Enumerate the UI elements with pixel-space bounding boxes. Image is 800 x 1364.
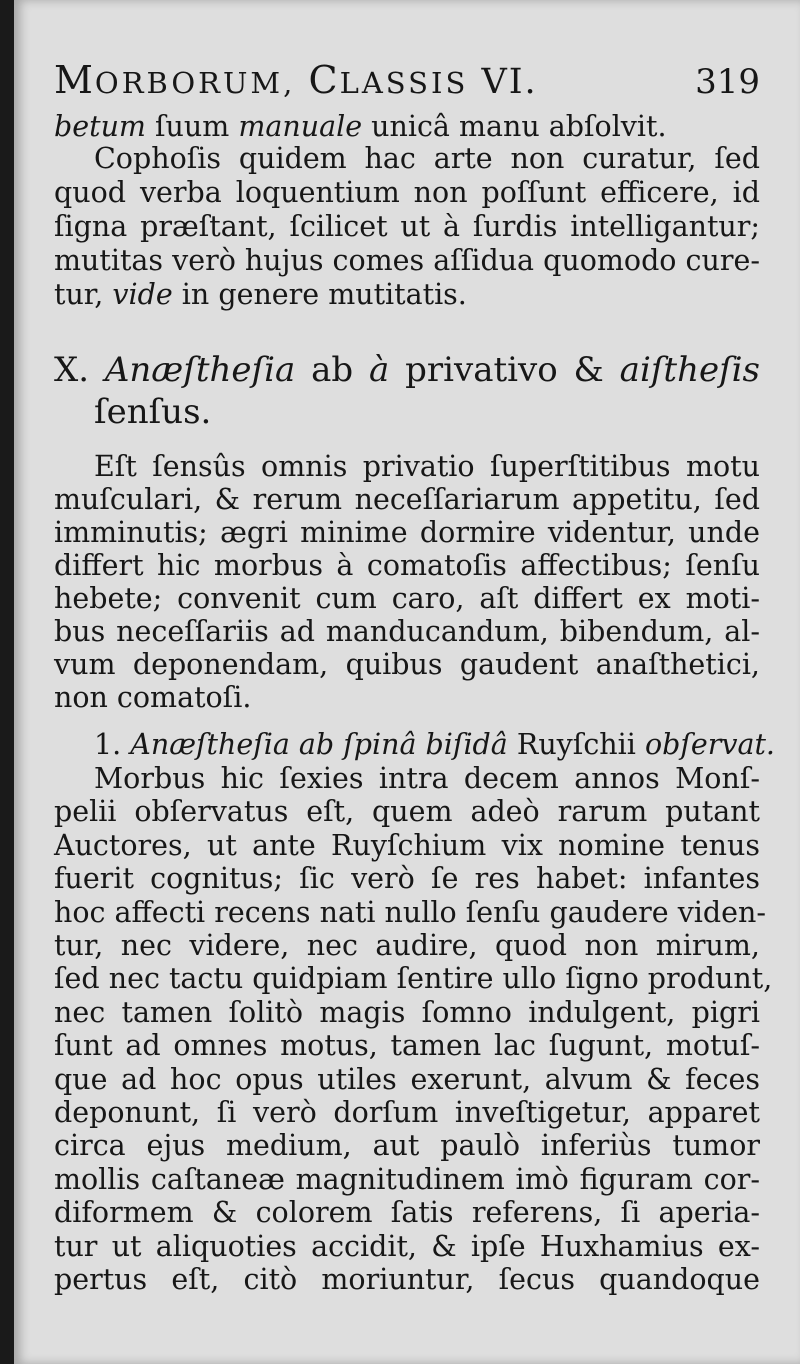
- text-run: Eſt ſensûs omnis privatio ſuperſtitibus motu: [94, 450, 760, 483]
- italic-text: Anæſtheſia: [104, 350, 296, 390]
- paragraph-line: [94, 450, 760, 484]
- paragraph-line: [54, 829, 760, 863]
- subheading-line: [94, 728, 775, 762]
- paragraph-line: [54, 648, 760, 682]
- text-run: in genere mutitatis.: [172, 278, 467, 311]
- text-run: que ad hoc opus utiles exerunt, alvum & feces: [54, 1062, 760, 1096]
- text-run: mollis caſtaneæ magnitudinem imò figuram cor-: [54, 1162, 760, 1196]
- paragraph-line: [54, 795, 760, 829]
- text-run: ſigna præſtant, ſcilicet ut à ſurdis intelligantur;: [54, 210, 760, 243]
- text-run: mutitas verò hujus comes aſſidua quomodo cure-: [54, 244, 760, 277]
- paragraph-line: [54, 1196, 760, 1230]
- text-run: ab: [295, 350, 369, 390]
- text-run: vum deponendam, quibus gaudent anaſthetici,: [54, 648, 760, 681]
- page-number: 319: [695, 62, 760, 102]
- text-run: hebete; convenit cum caro, aſt differt ex moti-: [54, 582, 760, 615]
- text-run: X.: [54, 350, 105, 390]
- italic-text: obſervat.: [644, 728, 775, 761]
- paragraph-line: [54, 110, 760, 144]
- paragraph-line: [54, 1063, 760, 1097]
- paragraph-line: [54, 1096, 760, 1130]
- paragraph-line: [54, 483, 760, 517]
- text-run: ſenſus.: [94, 392, 212, 432]
- paragraph-line: [94, 762, 760, 796]
- italic-text: aiſtheſis: [619, 350, 760, 390]
- paragraph-line: [54, 681, 760, 715]
- text-run: privativo &: [389, 350, 620, 390]
- paragraph-line: [54, 210, 760, 244]
- text-run: tur, nec videre, nec audire, quod non mirum,: [54, 929, 760, 962]
- italic-text: à: [369, 350, 390, 390]
- paragraph-line: [54, 582, 760, 616]
- paragraph-line: [54, 929, 760, 963]
- text-run: diformem & colorem ſatis referens, ſi aperia-: [54, 1196, 760, 1230]
- text-run: pelii obſervatus eſt, quem adeò rarum putant: [54, 795, 760, 829]
- text-run: muſculari, & rerum neceſſariarum appetitu, ſed: [54, 483, 760, 516]
- text-run: quod verba loquentium non poſſunt efficere, id: [54, 176, 760, 209]
- text-run: nec tamen ſolitò magis ſomno indulgent, pigri: [54, 995, 760, 1029]
- text-run: imminutis; ægri minime dormire videntur, unde: [54, 516, 760, 549]
- text-run: non comatoſi.: [54, 681, 252, 714]
- paragraph-line: [54, 1163, 760, 1197]
- text-run: fuerit cognitus; ſic verò ſe res habet: infantes: [54, 862, 760, 896]
- italic-text: betum: [54, 110, 146, 143]
- paragraph-line: [54, 1263, 760, 1297]
- paragraph-line: [54, 549, 760, 583]
- text-run: Ruyſchii: [507, 728, 645, 761]
- section-heading-line: [94, 392, 760, 432]
- text-run: ſed nec tactu quidpiam ſentire ullo ſigno produnt,: [54, 962, 773, 996]
- text-run: bus neceſſariis ad manducandum, bibendum, al-: [54, 615, 760, 648]
- text-run: tur ut aliquoties accidit, & ipſe Huxhamius ex-: [54, 1229, 760, 1263]
- paragraph-line: [54, 1029, 760, 1063]
- text-run: ſunt ad omnes motus, tamen lac ſugunt, motuſ-: [54, 1029, 760, 1063]
- book-page: [14, 0, 800, 1364]
- paragraph-line: [54, 278, 760, 312]
- italic-text: vide: [112, 278, 173, 311]
- paragraph-line: [54, 962, 773, 996]
- paragraph-line: [54, 996, 760, 1030]
- paragraph-line: [54, 516, 760, 550]
- paragraph-line: [54, 615, 760, 649]
- text-run: circa ejus medium, aut paulò inferiùs tumor: [54, 1129, 760, 1163]
- paragraph-line: [94, 142, 760, 176]
- running-header: [54, 58, 760, 102]
- italic-text: Anæſtheſia ab ſpinâ biſidâ: [130, 728, 508, 761]
- text-run: Morbus hic ſexies intra decem annos Monſ-: [94, 762, 760, 795]
- text-run: Cophoſis quidem hac arte non curatur, ſed: [94, 142, 760, 175]
- text-run: Auctores, ut ante Ruyſchium vix nomine tenus: [54, 828, 760, 862]
- text-run: tur,: [54, 278, 113, 311]
- paragraph-line: [54, 1230, 760, 1264]
- text-run: differt hic morbus à comatoſis affectibus; ſenſu: [54, 549, 760, 582]
- paragraph-line: [54, 244, 760, 278]
- paragraph-line: [54, 895, 767, 930]
- text-run: pertus eſt, citò moriuntur, ſecus quandoque: [54, 1263, 760, 1296]
- text-run: ſuum: [145, 110, 239, 143]
- running-title: MORBORUM, CLASSIS VI.: [54, 58, 538, 102]
- paragraph-line: [54, 176, 760, 210]
- text-run: deponunt, ſi verò dorſum inveſtigetur, apparet: [54, 1096, 760, 1129]
- text-run: hoc affecti recens nati nullo ſenſu gaudere viden-: [54, 895, 767, 929]
- text-run: 1.: [94, 728, 131, 761]
- italic-text: manuale: [238, 110, 363, 143]
- section-heading-line: [54, 350, 760, 390]
- paragraph-line: [54, 862, 760, 896]
- paragraph-line: [54, 1129, 760, 1163]
- text-run: unicâ manu abſolvit.: [362, 110, 667, 143]
